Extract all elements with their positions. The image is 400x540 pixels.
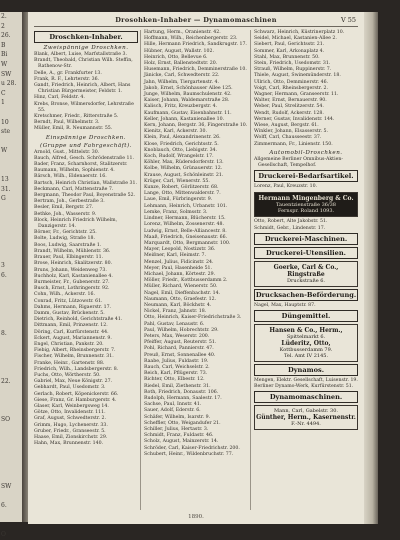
subheading-einspaennig: Einspännige Droschken. (45, 134, 127, 141)
left-page-text-fragment: ste (1, 128, 11, 136)
left-page-text-fragment (0, 213, 22, 223)
directory-entry: Siebert, Paul, Gerichtsstr. 21. (254, 42, 325, 48)
directory-entry: Meißner, Karl, Heimstr. 7. (144, 253, 206, 259)
directory-entry: Möller, Friedr., Kottbusserdamm 2. (144, 278, 228, 284)
directory-entry: Kaufmann, Gustav, Eisenbahnstr. 11. (144, 110, 232, 116)
section-heading-druckerei-bedarf: Druckerei-Bedarfsartikel. (254, 170, 358, 182)
directory-entry: Wiese, August, Bergstr. 61. (254, 123, 319, 129)
left-page-text-fragment (0, 511, 22, 521)
subheading-zweispaennig: Zweispännige Droschken. (43, 45, 129, 51)
directory-entry: Sauer, Adolf, Ederstr. 6. (144, 408, 201, 414)
advert-goerke-address: Druckstraße 6. (286, 277, 326, 284)
directory-entry: Sachse, Paul, Innstr. 41. (144, 402, 202, 408)
directory-entry: Menzel, Julius, Fidicinstr. 24. (144, 259, 214, 265)
directory-entry: Koch, Rudolf, Wrangelstr. 17. (144, 154, 214, 160)
directory-entry: Schäfer, Wilhelm, Isarstr. 9. (144, 414, 211, 420)
section-heading-dynamos: Dynamos. (254, 364, 358, 376)
directory-entry: Rudolph, Hermann, Saalestr. 17. (144, 395, 222, 401)
directory-entry: Werner, Gustav, Invalidenstr. 144. (254, 116, 335, 122)
directory-entry: Junge, Wilhelm, Baumschulenstr. 42. (144, 92, 232, 98)
directory-entry: Kienitz, Karl, Ackerstr. 30. (144, 129, 207, 135)
directory-entry: Bertram, Joh., Gerbestraße 3. (34, 199, 105, 205)
directory-entry: Lemke, Franz, Solmsstr. 3. (144, 209, 208, 215)
directory-entry: Heinrich, Otto, Bellevue 6. (144, 54, 208, 60)
directory-entry: Riedel, Emil, Ziethenstr. 31. (144, 383, 211, 389)
directory-entry: Mengen, Elektr. Gesellschaft, Luisenstr. 19. (254, 378, 358, 384)
directory-entry: Raabe, Julius, Fuldastr. 19. (144, 358, 209, 364)
left-page-text-fragment: C (1, 89, 6, 97)
directory-entry: Franke, Heinr., Gartenstr. 88. (34, 360, 105, 366)
advert-luederitz-phone: Tel. Amt IV 2145. (283, 353, 329, 360)
entry-list-col3-c (254, 219, 358, 231)
directory-entry: Walter, Ernst, Bernauerstr. 90. (254, 98, 327, 104)
left-page-text-fragment: O (1, 531, 6, 539)
left-page-text-fragment (0, 396, 22, 406)
directory-entry: Conrad, Fritz, Lützowstr. 61. (34, 298, 103, 304)
header-rule (34, 26, 358, 27)
left-page-fragment (0, 12, 22, 539)
directory-entry: Cohn, Wilh., Ackerstr. 16. (34, 292, 95, 298)
advert-luederitz-address: Kottbusserdamm 79. (279, 347, 333, 354)
directory-entry: Arnold, Gust., Mittelstr. 30. (34, 149, 100, 155)
directory-entry: Kretschmer, Friedr., Ritterstraße 5. (34, 114, 119, 120)
directory-entry: Schröder, Carl, Kaiser-Friedrichstr. 200. (144, 445, 240, 451)
directory-entry: Reich, Karl, Pflügerstr. 73. (144, 371, 208, 377)
directory-entry: Hoffmann, Wilh., Reichenbergerstr. 23. (144, 36, 238, 42)
directory-entry: Allgemeine Berliner Omnibus-Aktien-Gesellschaft, Tempelhof. (254, 156, 343, 169)
advert-mingenberg (254, 192, 358, 217)
left-page-text-fragment: 6. (1, 272, 7, 280)
directory-entry: Giese, Franz, Gr. Hamburgerstr. 4. (34, 397, 117, 403)
left-page-text-fragment: SW (1, 483, 12, 491)
directory-entry: Gandt, Friedrich, Heinrich, Albert, Hans Christian Bürgermeister, Feldstr. 1. (34, 83, 131, 95)
directory-entry: Brauer, Paul, Elbingerstr. 11. (34, 255, 104, 261)
left-page-text-fragment (0, 492, 22, 502)
advert-hansen-address: Spittelmarkt 6. (286, 334, 326, 341)
advert-mingenberg-phone: Fernspr. Roland 1093. (277, 208, 335, 215)
subheading-automobil: Automobil-Droschken. (269, 149, 343, 156)
directory-entry: Holz, Ernst, Ballenstedtstr. 20. (144, 61, 218, 67)
directory-entry: Bartsch, Heinrich Christian, Wallstraße 31. (34, 180, 137, 186)
directory-entry: Ullrich, Otto, Demminerstr. 46. (254, 79, 329, 85)
left-page-text-fragment: W (1, 147, 8, 155)
entry-list-col3-top (254, 30, 358, 148)
directory-entry: Berliner Dynamo-Werk, Kurfürstenstr. 51. (254, 384, 354, 390)
page-number: V 55 (340, 16, 356, 24)
directory-page (28, 12, 364, 524)
left-page-text-fragment: 3 (1, 262, 5, 270)
directory-entry: Strauß, Wilhelm, Ruppinerstr. 7. (254, 67, 332, 73)
directory-entry: Knoblauch, Otto, Liebigstr. 34. (144, 147, 218, 153)
directory-entry: Bethke, Joh., Wasserstr. 9. (34, 211, 97, 217)
directory-entry: Besler, Emil, Bergstr. 27. (34, 205, 94, 211)
directory-entry: Blank, Albert, Luise, Marfstallstraße 3. (34, 52, 127, 57)
directory-entry: Frank, R. F., Lehrterstr. 36. (34, 76, 100, 82)
left-page-text-fragment: 2 (1, 22, 5, 30)
directory-entry: Krebs, Bronse, Wilmersdorfer, Lehrstraße 55. (34, 101, 134, 113)
left-page-text-fragment (0, 434, 22, 444)
advert-mann-guenther (254, 405, 358, 430)
directory-entry: Otto, Heinrich, Kaiser-Friedrichstraße 3. (144, 315, 242, 321)
left-page-text-fragment (0, 453, 22, 463)
directory-entry: Kunze, Robert, Görlitzerstr. 68. (144, 185, 219, 191)
directory-entry: Nickel, Franz, Jahnstr. 18. (144, 309, 207, 315)
column-3 (254, 30, 358, 510)
left-page-text-fragment: SO (1, 415, 11, 423)
column-1 (34, 30, 138, 510)
directory-entry: Otto, Robert, Alte Jakobstr. 51. (254, 219, 328, 225)
directory-entry: Meyer, Paul, Hasenheide 51. (144, 265, 213, 271)
directory-entry: Dahms, Hermann, Rigaerstr. 17. (34, 304, 112, 310)
left-page-text-fragment (0, 348, 22, 358)
directory-entry: Brandt, Theobald, Christian Wilh. Steffin, Rathenow-Str. (34, 58, 133, 70)
entry-list-einspaennig (34, 150, 138, 448)
directory-entry: Dittmann, Emil, Prinzenstr. 12. (34, 323, 108, 329)
left-page-text-fragment (0, 405, 22, 415)
left-page-text-fragment (0, 156, 22, 166)
directory-entry: Winkler, Johann, Elsasserstr. 5. (254, 129, 329, 135)
left-page-text-fragment (0, 444, 22, 454)
left-page-text-fragment (0, 204, 22, 214)
directory-entry: Bruns, Johann, Weidenweg 73. (34, 267, 107, 273)
directory-entry: Lindner, Hermann, Blücherstr. 15. (144, 216, 226, 222)
column-divider (140, 30, 141, 510)
left-page-text-fragment: 1 (1, 99, 5, 107)
directory-entry: Mayer, Leopold, Nostizstr. 36. (144, 247, 216, 253)
entry-list-automobil (254, 157, 358, 169)
page-header (34, 16, 358, 26)
directory-entry: Bader, Franz, Scharnhorst, Stalitzerstr. (34, 162, 128, 168)
directory-entry: Börner, Fr., Gerichtstr. 25. (34, 230, 97, 236)
directory-entry: Gruber, Friedr., Granseestr. 5. (34, 428, 106, 434)
directory-entry: Damm, Gustav, Brückenstr. 5. (34, 310, 105, 316)
left-page-text-fragment (0, 463, 22, 473)
directory-entry: Krause, August, Schönleinstr. 21. (144, 172, 224, 178)
advert-mingenberg-address: Tauentzienstraße 36/38 (276, 202, 336, 209)
directory-entry: Block, Heinrich Friedrich Wilhelm, Danzigerstr. 14. (34, 217, 118, 230)
directory-entry: Ludwig, Ernst, Belle-Alliancestr. 8. (144, 228, 227, 234)
directory-entry: Buchholz, Karl, Kastanienallee 4. (34, 273, 113, 279)
left-page-text-fragment: Bi (1, 51, 8, 59)
left-page-text-fragment (0, 290, 22, 300)
directory-entry: Maaß, Friedrich, Gneisenaustr. 66. (144, 234, 228, 240)
directory-entry: Lorenz, Wilhelm, Zossenerstr. 48. (144, 222, 225, 228)
directory-entry: Hille, Hermann Friedrich, Sandkrugstr. 17. (144, 42, 247, 48)
directory-entry: Richter, Otto, Elbestr. 12. (144, 377, 205, 383)
directory-entry: Graf, August, Schwedterstr. 2. (34, 416, 107, 422)
directory-entry: Schwarz, Heinrich, Küstrinerplatz 10. (254, 30, 345, 35)
directory-entry: Bolte, Ludwig, Straße 18. (34, 236, 96, 242)
directory-entry: Klein, Paul, Alexandrinenstr. 26. (144, 135, 221, 141)
column-divider (250, 30, 251, 510)
left-page-text-fragment (0, 137, 22, 147)
left-page-text-fragment (0, 166, 22, 176)
directory-entry: Bärsch, Wilh., Eldenaerstr. 16. (34, 174, 107, 180)
directory-entry: Schiller, Julius, Hertastr. 3. (144, 427, 209, 432)
directory-entry: Seidel, Michael, Kastanien-Allee 2. (254, 36, 337, 42)
directory-entry: Berndt, Paul, Wilhelmstr. 3. (34, 120, 100, 126)
left-page-text-fragment (0, 223, 22, 233)
left-page-text-fragment (0, 386, 22, 396)
directory-entry: Grimm, Hugo, Lychenerstr. 33. (34, 422, 108, 428)
entry-list-druckerei-bedarf (254, 184, 358, 190)
directory-entry: Husemann, Friedrich, Demminerstraße 10. (144, 67, 247, 73)
directory-entry: Kaiser, Johann, Waldemarstraße 28. (144, 98, 230, 104)
directory-entry: Kolbe, Wilhelm, Grünauerstr. 12. (144, 166, 223, 172)
directory-entry: Fuchs, Otto, Wörtherstr. 50. (34, 372, 101, 378)
advert-mingenberg-name: Hermann Mingenberg & Co. (258, 195, 354, 203)
directory-entry: Busch, Ernst, Lothringerstr. 92. (34, 286, 110, 292)
directory-entry: Burmeister, Fr., Gubenerstr. 27. (34, 279, 110, 285)
left-page-text-fragment: W (1, 60, 8, 68)
directory-entry: Paul, Wilhelm, Hobrechtstr. 29. (144, 327, 219, 333)
left-page-text-fragment (0, 281, 22, 291)
page-footer: 1890. (188, 514, 204, 520)
advert-hansen (254, 324, 358, 362)
directory-entry: Baumann, Wilhelm, Sophienstr. 4. (34, 168, 115, 174)
directory-entry: Gerlach, Robert, Köpenickerstr. 66. (34, 391, 119, 397)
directory-entry: Köhler, Max, Rüdersdorferstr. 13. (144, 160, 224, 166)
left-page-text-fragment (0, 319, 22, 329)
directory-entry: Rauch, Carl, Weichselstr. 2. (144, 364, 210, 370)
directory-entry: Beckmann, Carl, Mattenstraße 7. (34, 186, 114, 192)
directory-entry: Schubert, Heinr., Wildenbruchstr. 77. (144, 451, 234, 457)
entry-list-drucksachen (254, 303, 358, 309)
directory-entry: Schmidt, Franz, Fuldastr. 46. (144, 433, 214, 439)
directory-entry: Brandt, Wilhelm, Mühlenstr. 36. (34, 248, 111, 254)
directory-entry: Fischer, Wilhelm, Brunnenstr. 31. (34, 354, 114, 360)
directory-entry: Gebhardt, Paul, Usedomstr. 3. (34, 385, 106, 391)
directory-entry: Lorenz, Paul, Kreuzstr. 10. (254, 184, 318, 190)
directory-entry: Götze, Otto, Invalidenstr. 111. (34, 410, 106, 416)
entry-list-col2 (144, 30, 248, 458)
left-page-text-fragment: u 28. (1, 80, 17, 88)
directory-entry: Krüger, Carl, Wienerstr. 55. (144, 178, 210, 184)
section-heading-dynamomaschinen: Dynamomaschinen. (254, 391, 358, 403)
directory-entry: Jahn, Wilhelm, Tiergartenstr. 4. (144, 79, 219, 85)
left-page-text-fragment (0, 309, 22, 319)
directory-entry: Bergmann, Theodor Paul, Boyenstraße 52. (34, 193, 136, 199)
directory-entry: Lehmann, Heinrich, Urbanstr. 101. (144, 203, 228, 209)
section-heading-droschken: Droschken-Inhaber. (34, 31, 138, 43)
advert-mann-line: Mann, Carl, Gabelstr. 30. (274, 408, 338, 415)
directory-entry: Stein, Friedrich, Usedomstr. 31. (254, 61, 331, 67)
directory-entry: Hahn, Max, Brunnenstr. 140. (34, 441, 104, 447)
left-page-text-fragment (0, 520, 22, 530)
left-page-text-fragment: 10 (1, 118, 9, 126)
directory-entry: Wagner, Hermann, Granseerstr. 11. (254, 92, 339, 98)
section-heading-druckerei-maschinen: Druckerei-Maschinen. (254, 233, 358, 245)
left-page-text-fragment: 6. (1, 502, 7, 510)
directory-entry: Fiebig, Albert, Rheinsbergerstr. 7. (34, 348, 116, 354)
directory-entry: Friedrich, Wilh., Landsbergerstr. 8. (34, 366, 119, 372)
directory-entry: Haase, Emil, Zionskirchstr. 29. (34, 434, 108, 440)
directory-entry: Preuß, Ernst, Sonnenallee 40. (144, 352, 216, 358)
directory-entry: Schmidt, Gebr., Lindenstr. 17. (254, 225, 326, 231)
directory-entry: Peters, Max, Weserstr. 200. (144, 333, 210, 339)
directory-entry: Hübner, August, Wallstr. 102. (144, 48, 214, 54)
directory-entry: Dietrich, Reinhold, Gerichtstraße 41. (34, 317, 123, 323)
directory-entry: Neumann, Karl, Böckhstr. 4. (144, 302, 212, 308)
directory-entry: Michael, Johann, Körtestr. 29. (144, 271, 216, 277)
directory-entry: Hinz, Carl, Feldstr. 4. (34, 95, 85, 101)
left-page-text-fragment (0, 300, 22, 310)
directory-entry: Pfeiffer, August, Reuterstr. 51. (144, 340, 217, 346)
page-edge-stack (364, 12, 378, 524)
left-page-text-fragment: 22. (1, 377, 11, 385)
advert-guenther-name: Günther, Herm., Kasernenstr. (256, 414, 356, 422)
left-page-text-fragment: 8. (1, 329, 7, 337)
directory-entry: Wendt, Rudolf, Ackerstr. 128. (254, 110, 324, 116)
directory-entry: Sommer, Karl, Arkonaplatz 4. (254, 48, 325, 54)
directory-entry: Marquardt, Otto, Bergmannstr. 100. (144, 240, 231, 246)
directory-entry: Scholz, August, Mainzerstr. 14. (144, 439, 219, 445)
left-page-text-fragment (0, 233, 22, 243)
directory-entry: Klose, Friedrich, Gerichtsstr. 5. (144, 141, 219, 147)
section-heading-duengemittel: Düngemittel. (254, 310, 358, 322)
entry-list-zweispaennig (34, 52, 138, 133)
left-page-text-fragment: 13 (1, 176, 9, 184)
directory-entry: Kalisch, Fritz, Kreuzbergstr. 4. (144, 104, 218, 110)
entry-list-dynamos (254, 378, 358, 390)
directory-entry: Zimmermann, Fr., Linienstr. 150. (254, 141, 333, 147)
left-page-text-fragment: B (1, 41, 6, 49)
directory-entry: Kern, Johann, Bergstr. 36, Fingerstraße 10. (144, 123, 248, 129)
directory-entry: Boos, Ludwig, Saarstraße 1. (34, 242, 102, 248)
left-page-text-fragment (0, 242, 22, 252)
directory-entry: Laue, Emil, Fürbringerstr. 9. (144, 197, 213, 203)
directory-entry: Nagel, Emil, Dieffenbachstr. 14. (144, 290, 221, 296)
directory-entry: Jänicke, Carl, Schwedterstr. 22. (144, 73, 220, 79)
directory-entry: Thiele, August, Swinemünderstr. 18. (254, 73, 341, 79)
left-page-text-fragment (0, 357, 22, 367)
left-page-text-fragment (0, 108, 22, 118)
directory-entry: Roth, Friedrich, Donaustr. 106. (144, 389, 219, 395)
subheading-einspaennig-note: (Gruppe und Fahrgeschäft). (40, 142, 132, 149)
section-heading-drucksachen: Drucksachen-Beförderung. (255, 290, 357, 299)
directory-entry: Weber, Paul, Strelitzerstr. 54. (254, 104, 324, 110)
directory-entry: Delle, A., gr. Frankfurter 13. (34, 70, 102, 76)
directory-entry: Voigt, Carl, Rheinsbergerstr. 2. (254, 85, 328, 91)
left-page-text-fragment: 2. (1, 13, 7, 20)
advert-goerke (254, 261, 358, 287)
left-page-text-fragment (0, 473, 22, 483)
advert-guenther-phone: F.-Nr. 4494. (291, 421, 321, 428)
left-page-text-fragment (0, 252, 22, 262)
directory-entry: Bauch, Alfred, Gesch. Schrödenstraße 11. (34, 155, 134, 161)
directory-entry: Glaser, Karl, Weinbergsweg 14. (34, 403, 109, 409)
directory-entry: Müller, Richard, Wienerstr. 50. (144, 284, 218, 290)
directory-entry: Lange, Otto, Mittenwalderstr. 7. (144, 191, 221, 197)
directory-entry: Keller, Johann, Kastanienallee 10. (144, 116, 225, 122)
directory-entry: Stahl, Max, Brunnenstr. 50. (254, 54, 320, 60)
left-page-text-fragment: 31. (1, 185, 11, 193)
section-heading-druckerei-utensilien: Druckerei-Utensilien. (254, 247, 358, 259)
directory-entry: Nagel, Max, Hauptstr. 87. (254, 302, 316, 308)
directory-entry: Engel, Christian, Pankstr. 20. (34, 341, 104, 347)
advert-luederitz-name: Lüderitz, Otto, (281, 340, 331, 348)
left-page-text-fragment: SW (1, 70, 12, 78)
column-2 (144, 30, 248, 510)
directory-entry: Brose, Heinrich, Skalitzerstr. 80. (34, 261, 113, 267)
left-page-text-fragment (0, 367, 22, 377)
directory-entry: Eckert, August, Mariannenstr. 9. (34, 335, 112, 341)
directory-entry: Gabriel, Max, Neue Königstr. 27. (34, 379, 113, 385)
left-page-text-fragment (0, 338, 22, 348)
directory-entry: Naumann, Otto, Graefestr. 12. (144, 296, 217, 302)
advert-hansen-name: Hansen & Co., Herm., (269, 327, 343, 335)
directory-entry: Müller, Emil, R. Neumannstr. 55. (34, 126, 113, 132)
directory-entry: Döring, Carl, Kurfürstenstr. 44. (34, 329, 109, 335)
directory-entry: Pahl, Gustav, Lenaustr. 6. (144, 321, 205, 327)
advert-goerke-name: Goerke, Carl & Co., Ringstraße (273, 263, 339, 278)
directory-entry: Jakob, Ernst, Schönhauser Allee 125. (144, 85, 233, 91)
running-title: Drosohken-Inhaber — Dynamomaschinen (115, 16, 277, 24)
left-page-text-fragment: 26. (1, 32, 11, 40)
directory-entry: Pohl, Richard, Pannierstr. 47. (144, 346, 214, 352)
directory-entry: Wolff, Carl, Chausseestr. 37. (254, 135, 322, 141)
directory-entry: Scheffler, Otto, Weigandufer 21. (144, 420, 221, 426)
directory-entry: Hartung, Herm., Oranienstr. 42. (144, 30, 221, 35)
left-page-text-fragment (0, 425, 22, 435)
left-page-text-fragment: G (1, 195, 6, 203)
